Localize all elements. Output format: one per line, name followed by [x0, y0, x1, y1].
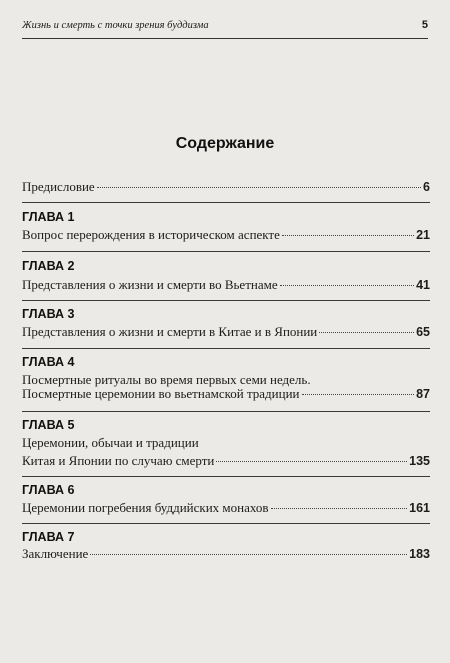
section-divider — [22, 348, 430, 349]
toc-page-number: 41 — [416, 278, 430, 292]
dot-leader — [216, 461, 407, 462]
section-divider — [22, 202, 430, 203]
dot-leader — [282, 235, 414, 236]
toc-entry-text: Вопрос перерождения в историческом аспекте — [22, 227, 280, 242]
toc-page-number: 161 — [409, 501, 430, 515]
toc-entry-chapter-5[interactable] — [22, 452, 430, 470]
section-divider — [22, 411, 430, 412]
toc-page-number: 135 — [409, 454, 430, 468]
toc-entry-text: Заключение — [22, 546, 89, 561]
dot-leader — [302, 394, 415, 395]
toc-entry-text: Посмертные церемонии во вьетнамской традиции — [22, 386, 300, 401]
dot-leader — [90, 554, 407, 555]
toc-entry-text: Представления о жизни и смерти во Вьетнаме — [22, 277, 278, 292]
section-divider — [22, 300, 430, 301]
dot-leader — [319, 332, 414, 333]
toc-entry-text[interactable]: Посмертные ритуалы во время первых семи недель. — [22, 372, 311, 387]
toc-entry-text: Предисловие — [22, 179, 95, 194]
chapter-label: ГЛАВА 7 — [22, 530, 75, 544]
running-title: Жизнь и смерть с точки зрения буддизма — [22, 20, 209, 31]
toc-page-number: 183 — [409, 547, 430, 561]
toc-page-number: 65 — [416, 325, 430, 339]
toc-title: Содержание — [175, 135, 275, 152]
toc-entry-preface[interactable] — [22, 178, 430, 196]
chapter-label: ГЛАВА 5 — [22, 418, 75, 432]
section-divider — [22, 251, 430, 252]
dot-leader — [271, 508, 408, 509]
dot-leader — [97, 187, 421, 188]
toc-entry-text[interactable]: Церемонии, обычаи и традиции — [22, 435, 199, 450]
chapter-label: ГЛАВА 3 — [22, 307, 75, 321]
toc-entry-chapter-7[interactable] — [22, 545, 430, 563]
section-divider — [22, 476, 430, 477]
toc-page-number: 6 — [423, 180, 430, 194]
chapter-label: ГЛАВА 4 — [22, 355, 75, 369]
table-of-contents — [22, 0, 430, 663]
toc-entry-text: Китая и Японии по случаю смерти — [22, 453, 215, 468]
chapter-label: ГЛАВА 6 — [22, 483, 75, 497]
chapter-label: ГЛАВА 2 — [22, 259, 75, 273]
toc-page-number: 87 — [416, 387, 430, 401]
toc-entry-chapter-6[interactable] — [22, 499, 430, 517]
toc-entry-chapter-1[interactable] — [22, 226, 430, 244]
dot-leader — [280, 285, 414, 286]
toc-entry-chapter-2[interactable] — [22, 276, 430, 294]
chapter-label: ГЛАВА 1 — [22, 210, 75, 224]
toc-page-number: 21 — [416, 228, 430, 242]
toc-entry-text: Представления о жизни и смерти в Китае и в Японии — [22, 324, 318, 339]
toc-entry-chapter-3[interactable] — [22, 323, 430, 341]
page-number: 5 — [421, 19, 428, 31]
toc-entry-text: Церемонии погребения буддийских монахов — [22, 500, 269, 515]
section-divider — [22, 523, 430, 524]
toc-entry-chapter-4[interactable] — [22, 385, 430, 403]
